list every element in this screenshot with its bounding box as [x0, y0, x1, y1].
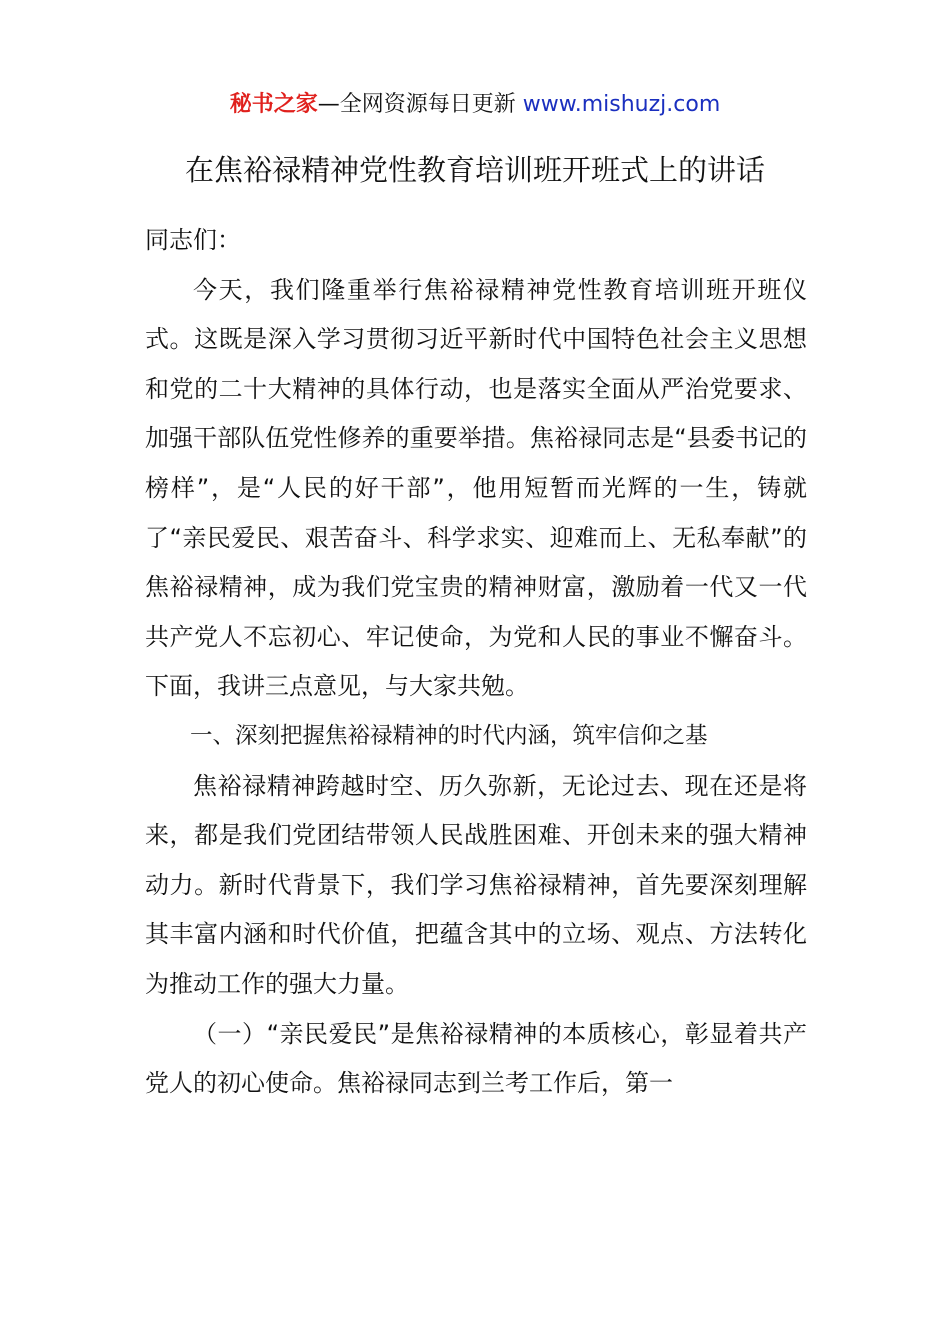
- paragraph-section1: 焦裕禄精神跨越时空、历久弥新，无论过去、现在还是将来，都是我们党团结带领人民战胜困难、开创未来的强大精神动力。新时代背景下，我们学习焦裕禄精神，首先要深刻理解其丰富内涵和时代价值，把蕴含其中的立场、观点、方法转化为推动工作的强大力量。: [145, 771, 807, 998]
- salutation: 同志们：: [145, 226, 241, 254]
- site-url[interactable]: www.mishuzj.com: [522, 92, 721, 117]
- site-header: [0, 88, 950, 122]
- paragraph-intro: 今天，我们隆重举行焦裕禄精神党性教育培训班开班仪式。这既是深入学习贯彻习近平新时代中国特色社会主义思想和党的二十大精神的具体行动，也是落实全面从严治党要求、加强干部队伍党性修养的重要举措。焦裕禄同志是“县委书记的榜样”，是“人民的好干部”，他用短暂而光辉的一生，铸就了“亲民爱民、艰苦奋斗、科学求实、迎难而上、无私奉献”的焦裕禄精神，成为我们党宝贵的精神财富，激励着一代又一代共产党人不忘初心、牢记使命，为党和人民的事业不懈奋斗。下面，我讲三点意见，与大家共勉。: [145, 275, 807, 701]
- document-body: [145, 216, 807, 1109]
- section-heading-1: 一、深刻把握焦裕禄精神的时代内涵，筑牢信仰之基: [190, 722, 708, 749]
- header-tagline: —全网资源每日更新: [317, 92, 523, 117]
- document-title: 在焦裕禄精神党性教育培训班开班式上的讲话: [184, 153, 765, 187]
- brand-name: 秘书之家: [229, 92, 318, 117]
- paragraph-subsection1: （一）“亲民爱民”是焦裕禄精神的本质核心，彰显着共产党人的初心使命。焦裕禄同志到兰考工作后，第一: [145, 1019, 807, 1098]
